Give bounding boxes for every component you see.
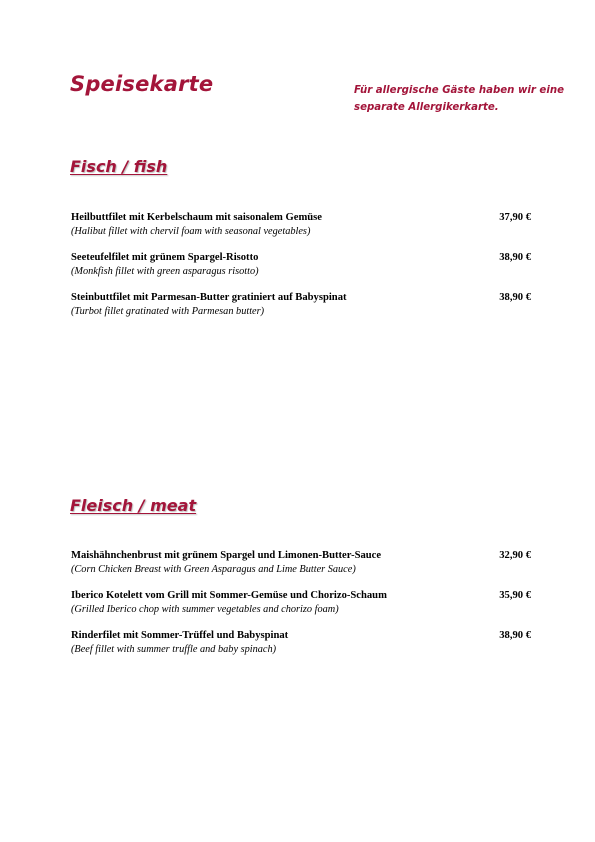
menu-item-name: Iberico Kotelett vom Grill mit Sommer-Gemüse und Chorizo-Schaum xyxy=(71,590,387,601)
menu-item-price: 38,90 € xyxy=(499,630,531,641)
menu-item xyxy=(71,549,531,577)
menu-item-description: (Corn Chicken Breast with Green Asparagus and Lime Butter Sauce) xyxy=(71,564,356,575)
menu-item-price: 35,90 € xyxy=(499,590,531,601)
menu-item-description: (Grilled Iberico chop with summer vegetables and chorizo foam) xyxy=(71,604,339,615)
menu-item-description: (Monkfish fillet with green asparagus risotto) xyxy=(71,266,259,277)
menu-item-name: Maishähnchenbrust mit grünem Spargel und Limonen-Butter-Sauce xyxy=(71,550,382,561)
menu-item-name: Steinbuttfilet mit Parmesan-Butter gratiniert auf Babyspinat xyxy=(71,292,347,303)
menu-item-name: Rinderfilet mit Sommer-Trüffel und Babyspinat xyxy=(71,630,289,641)
menu-item-description: (Beef fillet with summer truffle and baby spinach) xyxy=(71,644,277,655)
menu-item xyxy=(71,211,531,239)
menu-item-description: (Halibut fillet with chervil foam with seasonal vegetables) xyxy=(71,226,311,237)
menu-item xyxy=(71,589,531,617)
menu-item-price: 38,90 € xyxy=(499,252,531,263)
menu-item-description: (Turbot fillet gratinated with Parmesan butter) xyxy=(71,306,265,317)
menu-item-price: 32,90 € xyxy=(499,550,531,561)
menu-item-price: 37,90 € xyxy=(499,212,531,223)
menu-item-name: Heilbuttfilet mit Kerbelschaum mit saisonalem Gemüse xyxy=(71,212,322,223)
section-title-fish: Fisch / fish xyxy=(70,157,168,176)
menu-item xyxy=(71,629,531,657)
menu-item-name: Seeteufelfilet mit grünem Spargel-Risotto xyxy=(71,252,259,263)
allergy-note: Für allergische Gäste haben wir eine separate Allergikerkarte. xyxy=(354,85,564,113)
section-title-meat: Fleisch / meat xyxy=(70,496,197,515)
menu-item xyxy=(71,291,531,319)
menu-item-price: 38,90 € xyxy=(499,292,531,303)
menu-item xyxy=(71,251,531,279)
page-title: Speisekarte xyxy=(70,72,214,96)
